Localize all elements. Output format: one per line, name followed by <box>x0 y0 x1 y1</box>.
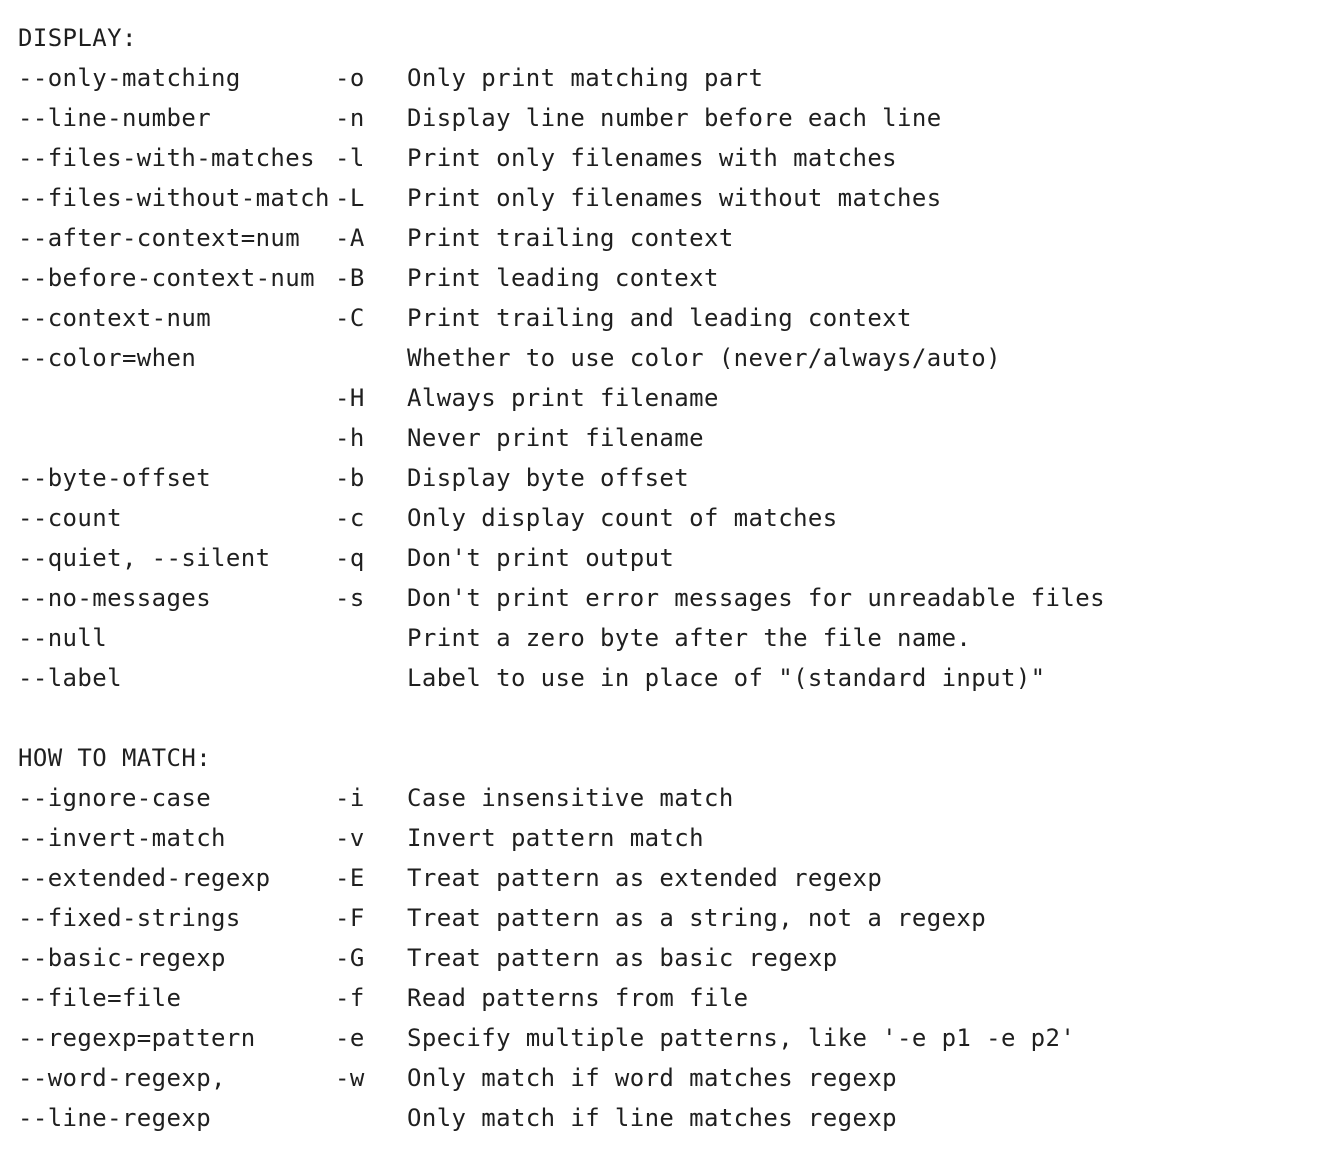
option-description: Always print filename <box>407 384 719 412</box>
short-option: -q <box>335 544 365 572</box>
match-options-list <box>18 778 1105 1138</box>
display-options-list <box>18 58 1105 698</box>
option-description: Read patterns from file <box>407 984 749 1012</box>
short-option: -B <box>335 264 365 292</box>
option-description: Whether to use color (never/always/auto) <box>407 344 1001 372</box>
long-option: --regexp=pattern <box>18 1024 256 1052</box>
long-option: --no-messages <box>18 584 212 612</box>
how-to-match-section <box>18 738 1105 1138</box>
long-option: --files-without-match <box>18 184 330 212</box>
option-row <box>18 98 1105 138</box>
long-option: --context-num <box>18 304 212 332</box>
short-option: -G <box>335 944 365 972</box>
option-description: Label to use in place of "(standard input)" <box>407 664 1046 692</box>
long-option: --basic-regexp <box>18 944 226 972</box>
option-description: Print leading context <box>407 264 719 292</box>
option-row <box>18 1058 1105 1098</box>
short-option: -v <box>335 824 365 852</box>
long-option: --after-context=num <box>18 224 301 252</box>
option-row <box>18 978 1105 1018</box>
option-row <box>18 898 1105 938</box>
option-row <box>18 858 1105 898</box>
option-row <box>18 178 1105 218</box>
option-row <box>18 658 1105 698</box>
short-option: -b <box>335 464 365 492</box>
long-option: --only-matching <box>18 64 241 92</box>
options-reference <box>18 18 1105 1138</box>
long-option: --label <box>18 664 122 692</box>
option-row <box>18 1098 1105 1138</box>
short-option: -L <box>335 184 365 212</box>
option-description: Print trailing and leading context <box>407 304 912 332</box>
long-option: --count <box>18 504 122 532</box>
section-heading-how-to-match: HOW TO MATCH: <box>18 744 212 772</box>
option-description: Never print filename <box>407 424 704 452</box>
option-description: Don't print error messages for unreadable files <box>407 584 1105 612</box>
long-option: --fixed-strings <box>18 904 241 932</box>
long-option: --extended-regexp <box>18 864 271 892</box>
option-description: Display line number before each line <box>407 104 942 132</box>
long-option: --line-number <box>18 104 212 132</box>
option-row <box>18 778 1105 818</box>
option-description: Only match if word matches regexp <box>407 1064 898 1092</box>
short-option: -A <box>335 224 365 252</box>
option-row <box>18 338 1105 378</box>
display-section <box>18 18 1105 698</box>
option-description: Print only filenames without matches <box>407 184 942 212</box>
option-description: Only print matching part <box>407 64 764 92</box>
option-description: Treat pattern as extended regexp <box>407 864 883 892</box>
option-description: Display byte offset <box>407 464 690 492</box>
option-row <box>18 498 1105 538</box>
option-description: Print a zero byte after the file name. <box>407 624 972 652</box>
short-option: -n <box>335 104 365 132</box>
option-row <box>18 378 1105 418</box>
option-description: Don't print output <box>407 544 675 572</box>
option-description: Treat pattern as a string, not a regexp <box>407 904 987 932</box>
option-description: Invert pattern match <box>407 824 704 852</box>
section-heading-display: DISPLAY: <box>18 24 137 52</box>
long-option: --file=file <box>18 984 182 1012</box>
long-option: --ignore-case <box>18 784 212 812</box>
option-row <box>18 1018 1105 1058</box>
long-option: --byte-offset <box>18 464 212 492</box>
short-option: -c <box>335 504 365 532</box>
option-row <box>18 298 1105 338</box>
long-option: --invert-match <box>18 824 226 852</box>
long-option: --null <box>18 624 108 652</box>
option-row <box>18 418 1105 458</box>
option-row <box>18 258 1105 298</box>
long-option: --before-context-num <box>18 264 315 292</box>
option-row <box>18 578 1105 618</box>
short-option: -l <box>335 144 365 172</box>
option-description: Only display count of matches <box>407 504 838 532</box>
short-option: -w <box>335 1064 365 1092</box>
option-row <box>18 538 1105 578</box>
option-row <box>18 818 1105 858</box>
option-description: Print only filenames with matches <box>407 144 898 172</box>
short-option: -s <box>335 584 365 612</box>
option-row <box>18 618 1105 658</box>
option-description: Specify multiple patterns, like '-e p1 -e p2' <box>407 1024 1076 1052</box>
option-description: Only match if line matches regexp <box>407 1104 898 1132</box>
option-description: Print trailing context <box>407 224 734 252</box>
long-option: --color=when <box>18 344 197 372</box>
short-option: -o <box>335 64 365 92</box>
option-row <box>18 458 1105 498</box>
short-option: -E <box>335 864 365 892</box>
long-option: --files-with-matches <box>18 144 315 172</box>
option-description: Treat pattern as basic regexp <box>407 944 838 972</box>
option-row <box>18 938 1105 978</box>
long-option: --line-regexp <box>18 1104 212 1132</box>
short-option: -h <box>335 424 365 452</box>
short-option: -C <box>335 304 365 332</box>
option-row <box>18 138 1105 178</box>
option-description: Case insensitive match <box>407 784 734 812</box>
short-option: -H <box>335 384 365 412</box>
short-option: -e <box>335 1024 365 1052</box>
short-option: -F <box>335 904 365 932</box>
option-row <box>18 218 1105 258</box>
long-option: --word-regexp, <box>18 1064 226 1092</box>
short-option: -f <box>335 984 365 1012</box>
long-option: --quiet, --silent <box>18 544 271 572</box>
short-option: -i <box>335 784 365 812</box>
option-row <box>18 58 1105 98</box>
